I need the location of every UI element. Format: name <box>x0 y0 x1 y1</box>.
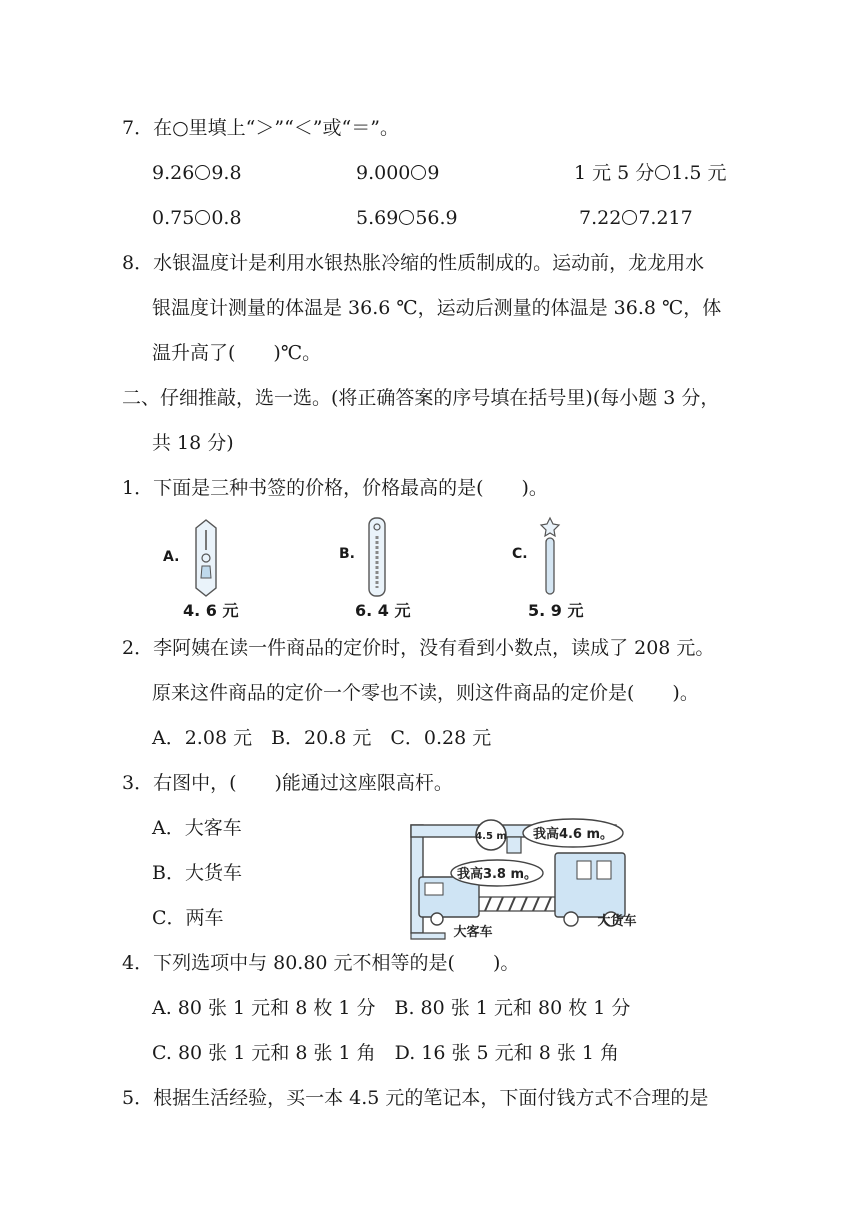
bookmark-a-price: 4. 6 元 <box>183 601 239 620</box>
bookmark-b-letter: B. <box>339 546 355 562</box>
compare-circle-blank[interactable] <box>399 210 414 225</box>
q7-item-6 <box>579 206 693 230</box>
mc2-line-1: 2．李阿姨在读一件商品的定价时，没有看到小数点，读成了 208 元。 <box>122 637 715 659</box>
bookmark-c-image <box>538 516 562 596</box>
mc3-prompt: 3．右图中，( )能通过这座限高杆。 <box>122 772 453 794</box>
q7-item-3-left: 1 元 5 分 <box>574 162 655 184</box>
q7-item-2 <box>356 161 440 185</box>
mc4-options-row-2: C. 80 张 1 元和 8 张 1 角 D. 16 张 5 元和 8 张 1 角 <box>152 1042 620 1064</box>
mc3-option-a: A．大客车 <box>152 817 242 839</box>
q7-item-3 <box>574 161 727 185</box>
q7-item-6-left: 7.22 <box>579 207 622 229</box>
compare-circle-blank[interactable] <box>195 165 210 180</box>
compare-circle-blank[interactable] <box>195 210 210 225</box>
bookmark-b-price: 6. 4 元 <box>355 601 411 620</box>
section-2-heading-cont: 共 18 分) <box>152 432 234 454</box>
bookmark-b-image <box>366 516 388 598</box>
bus-speech-bubble: 我高3.8 m。 <box>456 867 538 882</box>
q7-item-2-right: 9 <box>427 162 440 184</box>
q7-item-4-right: 0.8 <box>211 207 242 229</box>
compare-circle-blank[interactable] <box>655 165 670 180</box>
q7-item-1 <box>152 161 242 185</box>
q7-item-1-right: 9.8 <box>211 162 242 184</box>
mc3-option-c: C．两车 <box>152 907 224 929</box>
q7-prompt: 7．在○里填上“＞”“＜”或“＝”。 <box>122 117 399 139</box>
bookmark-c-letter: C. <box>512 546 528 562</box>
bus-label: 大客车 <box>453 925 493 940</box>
truck-speech-bubble: 我高4.6 m。 <box>532 827 614 842</box>
q7-item-4-left: 0.75 <box>152 207 195 229</box>
q7-item-2-left: 9.000 <box>356 162 411 184</box>
bookmark-a-letter: A. <box>163 549 180 565</box>
q7-item-4 <box>152 206 242 230</box>
q7-item-5-right: 56.9 <box>415 207 458 229</box>
q7-item-1-left: 9.26 <box>152 162 195 184</box>
truck-label: 大货车 <box>597 914 637 929</box>
mc4-prompt: 4．下列选项中与 80.80 元不相等的是( )。 <box>122 952 520 974</box>
limit-sign-label: 4.5 m <box>475 831 507 842</box>
q7-item-5 <box>356 206 458 230</box>
mc3-option-b: B．大货车 <box>152 862 242 884</box>
q7-item-5-left: 5.69 <box>356 207 399 229</box>
q8-line-2: 银温度计测量的体温是 36.6 ℃，运动后测量的体温是 36.8 ℃，体 <box>152 297 722 319</box>
mc5-prompt: 5．根据生活经验，买一本 4.5 元的笔记本，下面付钱方式不合理的是 <box>122 1087 709 1109</box>
section-2-heading: 二、仔细推敲，选一选。(将正确答案的序号填在括号里)(每小题 3 分， <box>122 387 720 409</box>
q7-item-6-right: 7.217 <box>638 207 693 229</box>
compare-circle-blank[interactable] <box>411 165 426 180</box>
height-barrier-figure <box>405 815 645 942</box>
mc4-options-row-1: A. 80 张 1 元和 8 枚 1 分 B. 80 张 1 元和 80 枚 1 分 <box>152 997 631 1019</box>
compare-circle-blank[interactable] <box>622 210 637 225</box>
q7-item-3-right: 1.5 元 <box>671 162 727 184</box>
bookmark-c-price: 5. 9 元 <box>528 601 584 620</box>
mc2-line-2: 原来这件商品的定价一个零也不读，则这件商品的定价是( )。 <box>152 682 699 704</box>
mc1-prompt: 1．下面是三种书签的价格，价格最高的是( )。 <box>122 477 548 499</box>
q8-line-3: 温升高了( )℃。 <box>152 342 322 364</box>
q8-line-1: 8．水银温度计是利用水银热胀冷缩的性质制成的。运动前，龙龙用水 <box>122 252 705 274</box>
bookmark-a-image <box>193 518 219 598</box>
mc2-options: A．2.08 元 B．20.8 元 C．0.28 元 <box>152 727 492 749</box>
